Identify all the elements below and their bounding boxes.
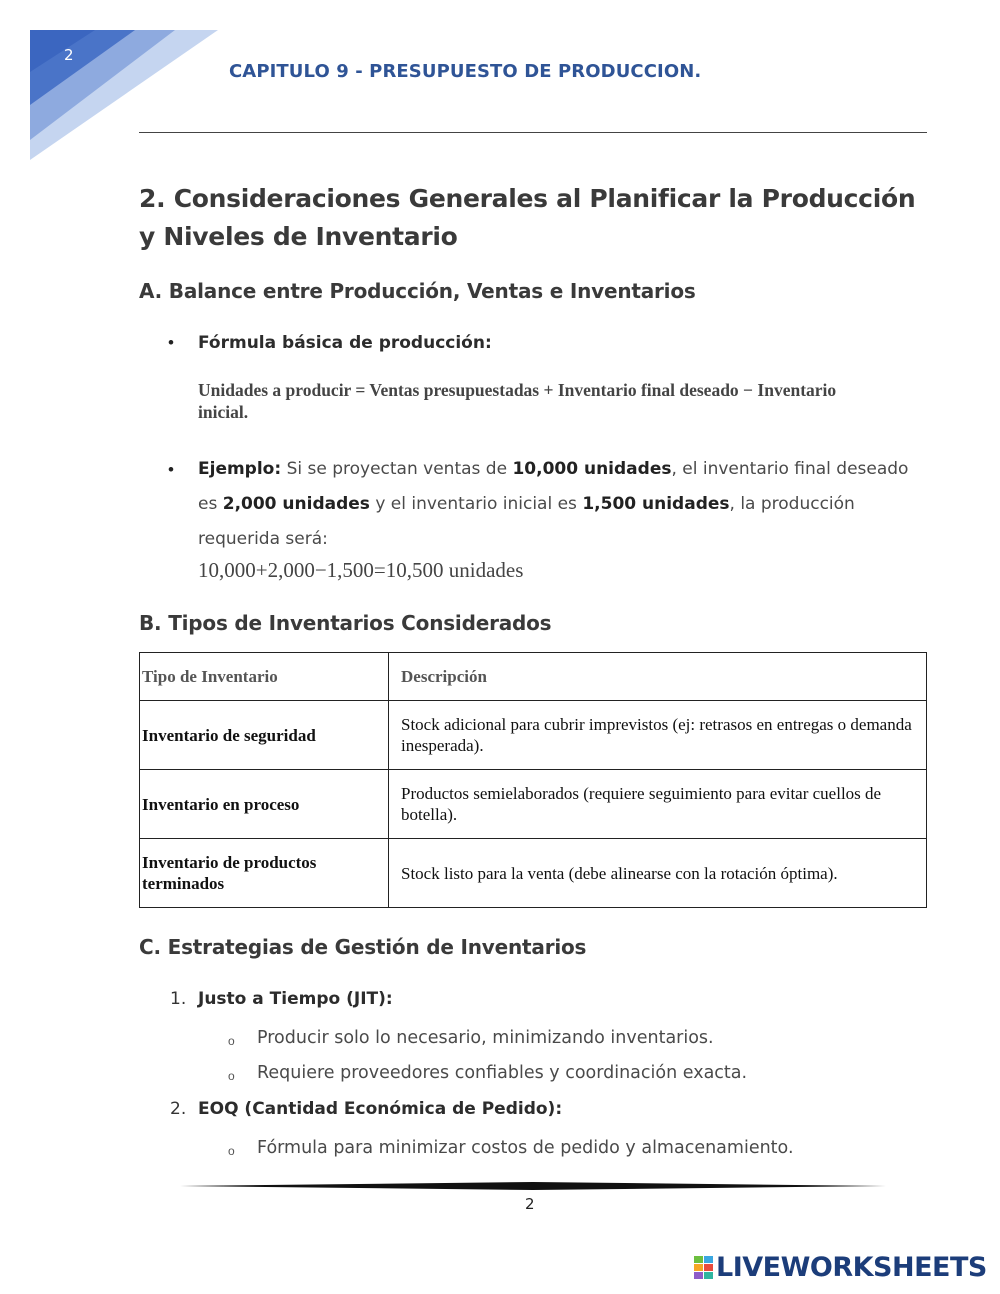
corner-decoration	[0, 0, 230, 170]
list-number: 1.	[170, 989, 187, 1009]
formula-text: Unidades a producir = Ventas presupuestadas + Inventario final deseado − Inventario inicial.	[198, 380, 837, 422]
inventory-types-table	[139, 652, 927, 908]
strategy-label: Justo a Tiempo (JIT):	[198, 989, 393, 1009]
section-a-title: A. Balance entre Producción, Ventas e Inventarios	[139, 279, 696, 303]
circle-bullet-icon: o	[228, 1069, 235, 1083]
bullet-dot: •	[168, 333, 174, 352]
example-label: Ejemplo:	[198, 459, 282, 479]
header-divider	[139, 132, 927, 133]
table-row	[140, 701, 927, 770]
example-paragraph	[198, 452, 918, 557]
strategy-point: Producir solo lo necesario, minimizando inventarios.	[257, 1028, 714, 1048]
bullet-dot: •	[168, 460, 174, 479]
table-row	[140, 839, 927, 908]
table-cell-description: Productos semielaborados (requiere seguimiento para evitar cuellos de botella).	[389, 770, 927, 839]
example-result: 10,000+2,000−1,500=10,500 unidades	[198, 558, 524, 582]
example-text: , el inventario final deseado es	[198, 459, 909, 514]
table-cell-type: Inventario de seguridad	[140, 701, 389, 770]
example-text: , la producción requerida será:	[198, 494, 855, 549]
section-title: 2. Consideraciones Generales al Planificar la Producción y Niveles de Inventario	[139, 184, 916, 251]
table-cell-description: Stock listo para la venta (debe alinearse con la rotación óptima).	[389, 839, 927, 908]
strategy-point: Requiere proveedores confiables y coordinación exacta.	[257, 1063, 748, 1083]
circle-bullet-icon: o	[228, 1034, 235, 1048]
chapter-title: CAPITULO 9 - PRESUPUESTO DE PRODUCCION.	[229, 61, 702, 82]
table-row	[140, 770, 927, 839]
section-c-title: C. Estrategias de Gestión de Inventarios	[139, 935, 587, 959]
header-page-number: 2	[64, 46, 74, 64]
strategy-point: Fórmula para minimizar costos de pedido y almacenamiento.	[257, 1138, 794, 1158]
logo-text: LIVEWORKSHEETS	[716, 1252, 987, 1283]
list-number: 2.	[170, 1099, 187, 1119]
example-final-inventory: 2,000 unidades	[222, 494, 370, 514]
section-b-title: B. Tipos de Inventarios Considerados	[139, 611, 552, 635]
footer-divider	[180, 1180, 886, 1192]
table-cell-description: Stock adicional para cubrir imprevistos (ej: retrasos en entregas o demanda inesperada).	[389, 701, 927, 770]
table-header-cell: Descripción	[389, 653, 927, 701]
strategy-label: EOQ (Cantidad Económica de Pedido):	[198, 1099, 563, 1119]
example-sales: 10,000 unidades	[512, 459, 672, 479]
liveworksheets-logo	[694, 1252, 987, 1283]
circle-bullet-icon: o	[228, 1144, 235, 1158]
table-header-cell: Tipo de Inventario	[140, 653, 389, 701]
formula-label: Fórmula básica de producción:	[198, 333, 492, 353]
footer-page-number: 2	[525, 1195, 535, 1213]
table-header-row	[140, 653, 927, 701]
example-text: Si se proyectan ventas de	[281, 459, 513, 479]
logo-icon	[694, 1256, 714, 1280]
example-text: y el inventario inicial es	[369, 494, 583, 514]
table-cell-type: Inventario en proceso	[140, 770, 389, 839]
table-cell-type: Inventario de productos terminados	[140, 839, 389, 908]
example-initial-inventory: 1,500 unidades	[582, 494, 730, 514]
